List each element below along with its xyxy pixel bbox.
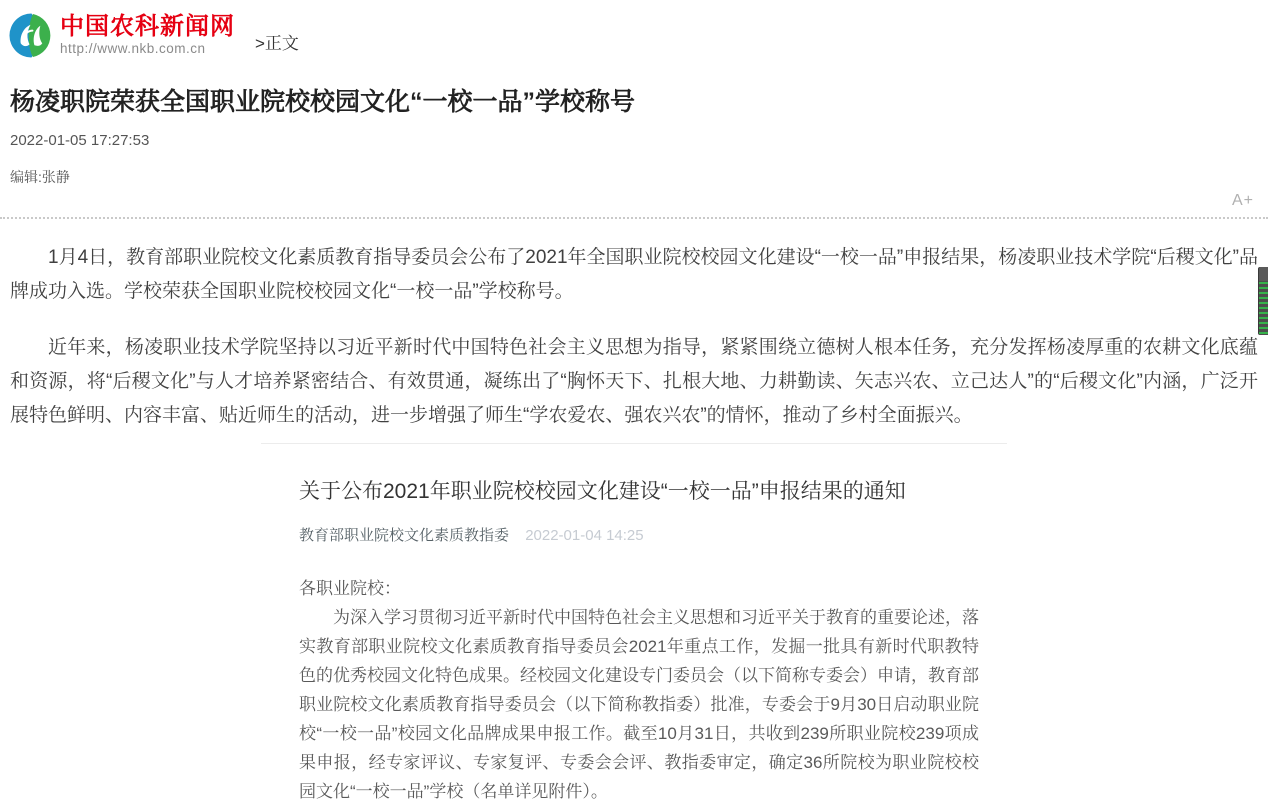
article-paragraph: 1月4日，教育部职业院校文化素质教育指导委员会公布了2021年全国职业院校校园文化建设“一校一品”申报结果，杨凌职业技术学院“后稷文化”品牌成功入选。学校荣获全国职业院校校园文化“一校一品”学校称号。 xyxy=(10,247,1258,302)
site-name: 中国农科新闻网 xyxy=(60,14,235,41)
article-header xyxy=(0,87,1268,210)
article-body xyxy=(0,241,1268,433)
font-size-increase-button[interactable]: A+ xyxy=(1231,192,1254,209)
article-title: 杨凌职院荣获全国职业院校校园文化“一校一品”学校称号 xyxy=(10,88,636,116)
article-paragraph: 近年来，杨凌职业技术学院坚持以习近平新时代中国特色社会主义思想为指导，紧紧围绕立德树人根本任务，充分发挥杨凌厚重的农耕文化底蕴和资源，将“后稷文化”与人才培养紧密结合、有效贯通，凝练出了“胸怀天下、扎根大地、力耕勤读、矢志兴农、立己达人”的“后稷文化”内涵，广泛开展特色鲜明、内容丰富、贴近师生的活动，进一步增强了师生“学农爱农、强农兴农”的情怀，推动了乡村全面振兴。 xyxy=(10,337,1258,426)
dotted-divider xyxy=(0,217,1268,219)
publish-time: 2022-01-05 17:27:53 xyxy=(10,132,150,149)
site-logo-icon xyxy=(8,12,55,59)
scrollbar-thumb[interactable] xyxy=(1258,267,1268,335)
embedded-notice-body: 为深入学习贯彻习近平新时代中国特色社会主义思想和习近平关于教育的重要论述，落实教育部职业院校文化素质教育指导委员会2021年重点工作，发掘一批具有新时代职教特色的优秀校园文化特色成果。经校园文化建设专门委员会（以下简称专委会）申请，教育部职业院校文化素质教育指导委员会（以下简称教指委）批准，专委会于9月30日启动职业院校“一校一品”校园文化品牌成果申报工作。截至10月31日，共收到239所职业院校239项成果申报，经专家评议、专家复评、专委会会评、教指委审定，确定36所院校为职业院校校园文化“一校一品”学校（名单详见附件）。 xyxy=(299,608,979,802)
embedded-notice-time: 2022-01-04 14:25 xyxy=(525,527,644,545)
embedded-notice-title: 关于公布2021年职业院校校园文化建设“一校一品”申报结果的通知 xyxy=(299,480,906,503)
top-bar xyxy=(0,0,1268,59)
site-logo[interactable] xyxy=(8,12,235,59)
embedded-notice-meta xyxy=(299,524,979,545)
font-control-row xyxy=(10,192,1258,210)
breadcrumb-current: >正文 xyxy=(255,34,299,53)
site-url: http://www.nkb.com.cn xyxy=(60,41,206,57)
embedded-notice-salutation: 各职业院校： xyxy=(299,579,401,599)
editor-byline: 编辑:张静 xyxy=(10,169,70,185)
embedded-notice xyxy=(261,443,1007,806)
embedded-notice-source: 教育部职业院校文化素质教指委 xyxy=(299,527,510,545)
